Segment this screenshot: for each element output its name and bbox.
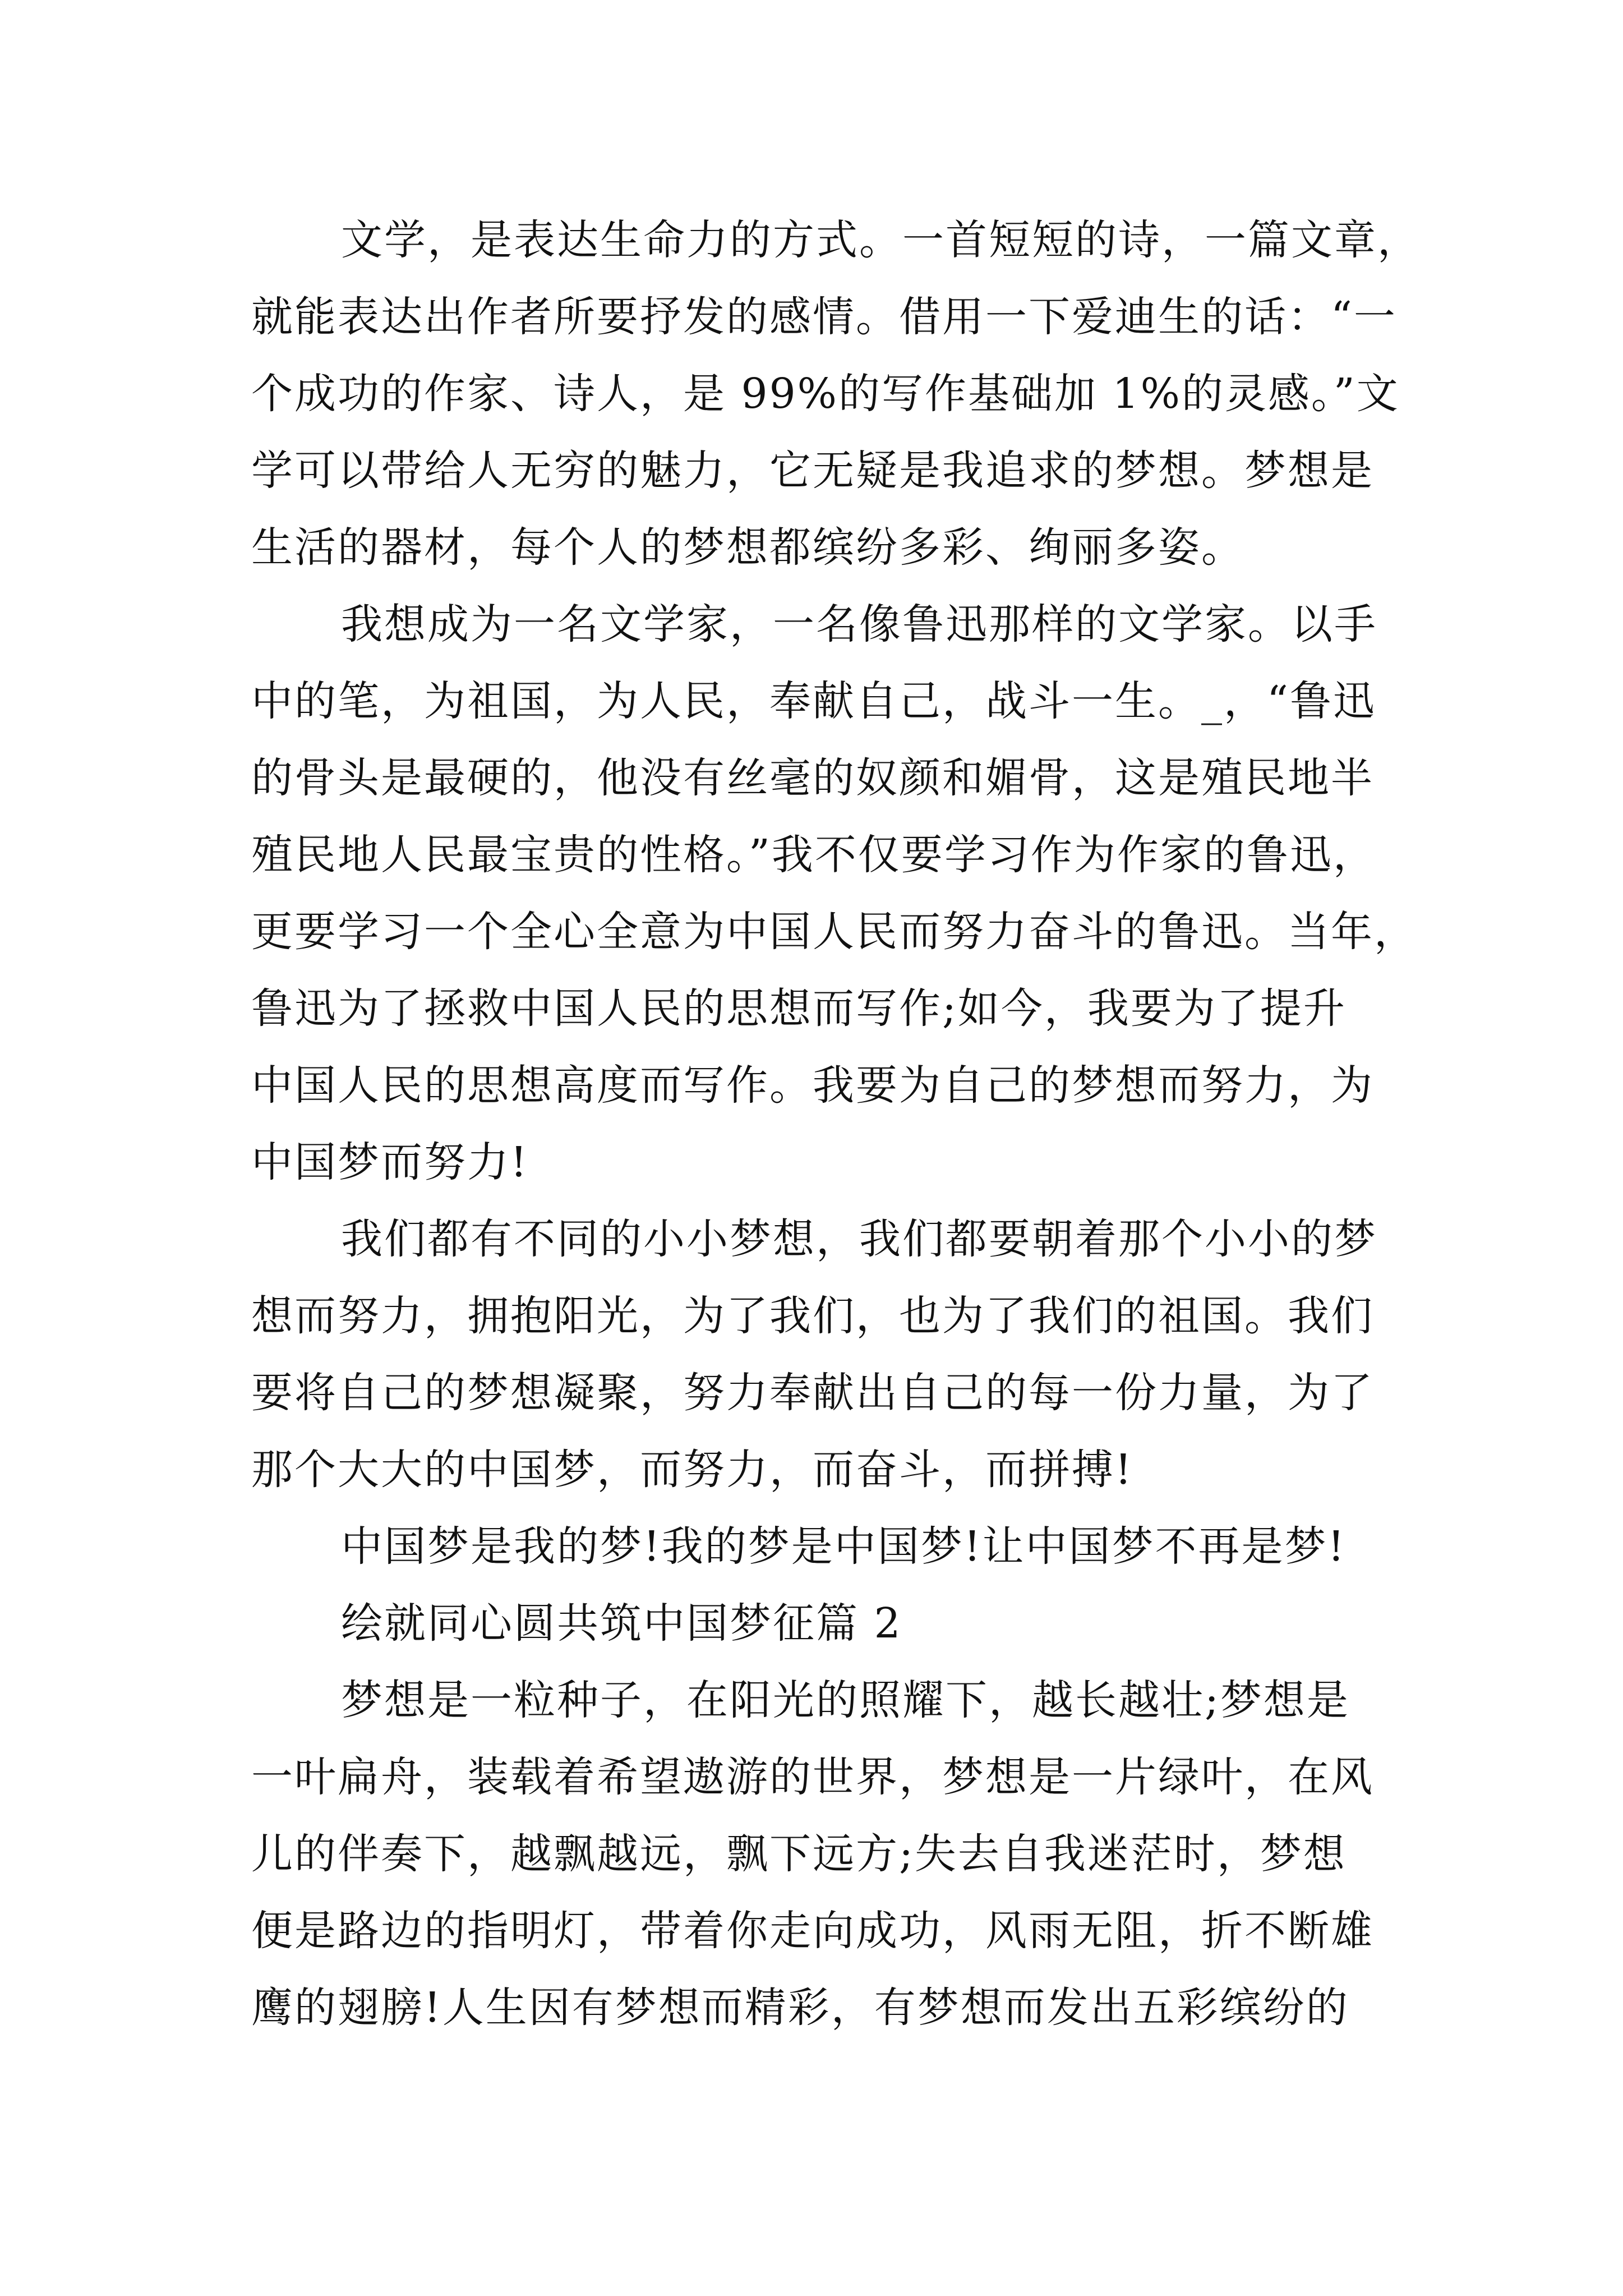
text-line: 的骨头是最硬的，他没有丝毫的奴颜和媚骨，这是殖民地半 <box>251 754 1374 802</box>
text-line: 那个大大的中国梦，而努力，而奋斗，而拼搏! <box>251 1446 1133 1494</box>
text-line: 中的笔，为祖国，为人民，奉献自己，战斗一生。_，“鲁迅 <box>251 677 1376 725</box>
text-line: 个成功的作家、诗人，是 99%的写作基础加 1%的灵感。”文 <box>251 370 1400 418</box>
text-line: 学可以带给人无穷的魅力，它无疑是我追求的梦想。梦想是 <box>251 447 1374 495</box>
text-line: 我们都有不同的小小梦想，我们都要朝着那个小小的梦 <box>341 1215 1377 1263</box>
text-line: 鲁迅为了拯救中国人民的思想而写作;如今，我要为了提升 <box>251 984 1347 1033</box>
text-line: 一叶扁舟，装载着希望遨游的世界，梦想是一片绿叶，在风 <box>251 1753 1374 1801</box>
text-line: 我想成为一名文学家，一名像鲁迅那样的文学家。以手 <box>341 600 1377 648</box>
text-line: 就能表达出作者所要抒发的感情。借用一下爱迪生的话：“一 <box>251 293 1397 341</box>
text-line: 生活的器材，每个人的梦想都缤纷多彩、绚丽多姿。 <box>251 523 1244 572</box>
text-line: 便是路边的指明灯，带着你走向成功，风雨无阻，折不断雄 <box>251 1907 1374 1955</box>
text-line: 儿的伴奏下，越飘越远，飘下远方;失去自我迷茫时，梦想 <box>251 1830 1347 1878</box>
text-line: 要将自己的梦想凝聚，努力奉献出自己的每一份力量，为了 <box>251 1369 1374 1417</box>
text-line: 想而努力，拥抱阳光，为了我们，也为了我们的祖国。我们 <box>251 1292 1374 1340</box>
text-line: 更要学习一个全心全意为中国人民而努力奋斗的鲁迅。当年， <box>251 908 1417 956</box>
text-line: 殖民地人民最宝贵的性格。”我不仅要学习作为作家的鲁迅， <box>251 831 1376 879</box>
text-line: 梦想是一粒种子，在阳光的照耀下，越长越壮;梦想是 <box>341 1676 1350 1724</box>
text-line: 中国梦是我的梦!我的梦是中国梦!让中国梦不再是梦! <box>341 1522 1347 1571</box>
text-line: 中国人民的思想高度而写作。我要为自己的梦想而努力，为 <box>251 1061 1374 1110</box>
text-line: 绘就同心圆共筑中国梦征篇 2 <box>341 1599 902 1648</box>
document-body <box>251 202 1421 2046</box>
text-line: 鹰的翅膀!人生因有梦想而精彩，有梦想而发出五彩缤纷的 <box>251 1984 1349 2032</box>
text-line: 文学，是表达生命力的方式。一首短短的诗，一篇文章， <box>341 216 1421 264</box>
text-line: 中国梦而努力! <box>251 1138 529 1186</box>
